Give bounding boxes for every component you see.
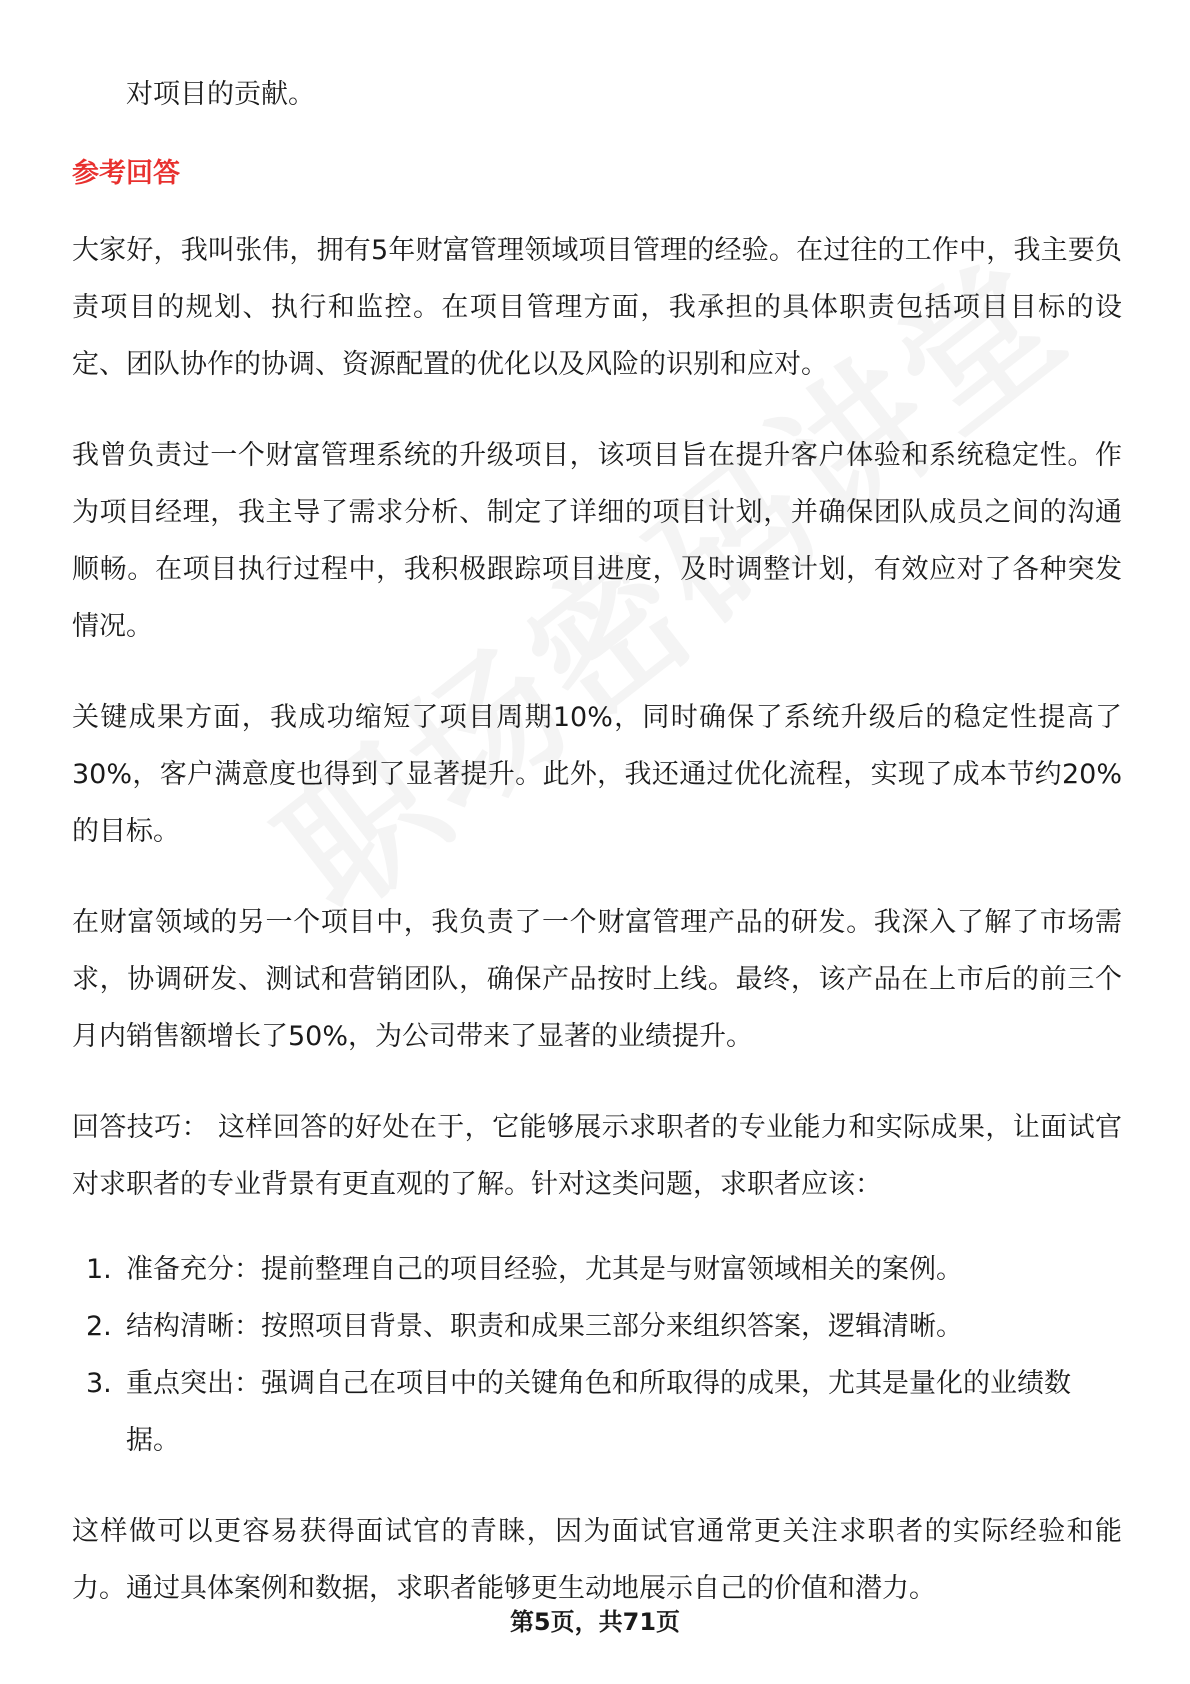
answer-paragraph-2: 我曾负责过一个财富管理系统的升级项目，该项目旨在提升客户体验和系统稳定性。作为项目经理，我主导了需求分析、制定了详细的项目计划，并确保团队成员之间的沟通顺畅。在项目执行过程中，我积极跟踪项目进度，及时调整计划，有效应对了各种突发情况。: [72, 440, 1122, 642]
list-item-text: 准备充分：提前整理自己的项目经验，尤其是与财富领域相关的案例。: [126, 1254, 963, 1285]
answer-paragraph-3: 关键成果方面，我成功缩短了项目周期10%，同时确保了系统升级后的稳定性提高了30%，客户满意度也得到了显著提升。此外，我还通过优化流程，实现了成本节约20%的目标。: [72, 702, 1122, 847]
tips-list: [72, 1241, 1122, 1469]
answer-tips-intro: 回答技巧： 这样回答的好处在于，它能够展示求职者的专业能力和实际成果，让面试官对求职者的专业背景有更直观的了解。针对这类问题，求职者应该：: [72, 1112, 1122, 1200]
answer-paragraph-1: 大家好，我叫张伟，拥有5年财富管理领域项目管理的经验。在过往的工作中，我主要负责项目的规划、执行和监控。在项目管理方面，我承担的具体职责包括项目目标的设定、团队协作的协调、资源配置的优化以及风险的识别和应对。: [72, 235, 1122, 380]
list-item: [72, 1298, 1122, 1355]
page-number-footer: 第5页，共71页: [509, 1608, 681, 1636]
list-item-number: 1.: [86, 1254, 112, 1285]
list-item-number: 3.: [86, 1368, 112, 1399]
list-item: [72, 1241, 1122, 1298]
section-heading: 参考回答: [72, 158, 180, 189]
closing-paragraph: 这样做可以更容易获得面试官的青睐，因为面试官通常更关注求职者的实际经验和能力。通过具体案例和数据，求职者能够更生动地展示自己的价值和潜力。: [72, 1516, 1122, 1604]
list-item: [72, 1355, 1122, 1469]
list-item-number: 2.: [86, 1311, 112, 1342]
continuation-text: 对项目的贡献。: [126, 79, 315, 110]
answer-paragraph-4: 在财富领域的另一个项目中，我负责了一个财富管理产品的研发。我深入了解了市场需求，协调研发、测试和营销团队，确保产品按时上线。最终，该产品在上市后的前三个月内销售额增长了50%，为公司带来了显著的业绩提升。: [72, 907, 1122, 1052]
list-item-text: 重点突出：强调自己在项目中的关键角色和所取得的成果，尤其是量化的业绩数据。: [126, 1368, 1071, 1456]
list-item-text: 结构清晰：按照项目背景、职责和成果三部分来组织答案，逻辑清晰。: [126, 1311, 963, 1342]
page-content: [72, 66, 1122, 1651]
